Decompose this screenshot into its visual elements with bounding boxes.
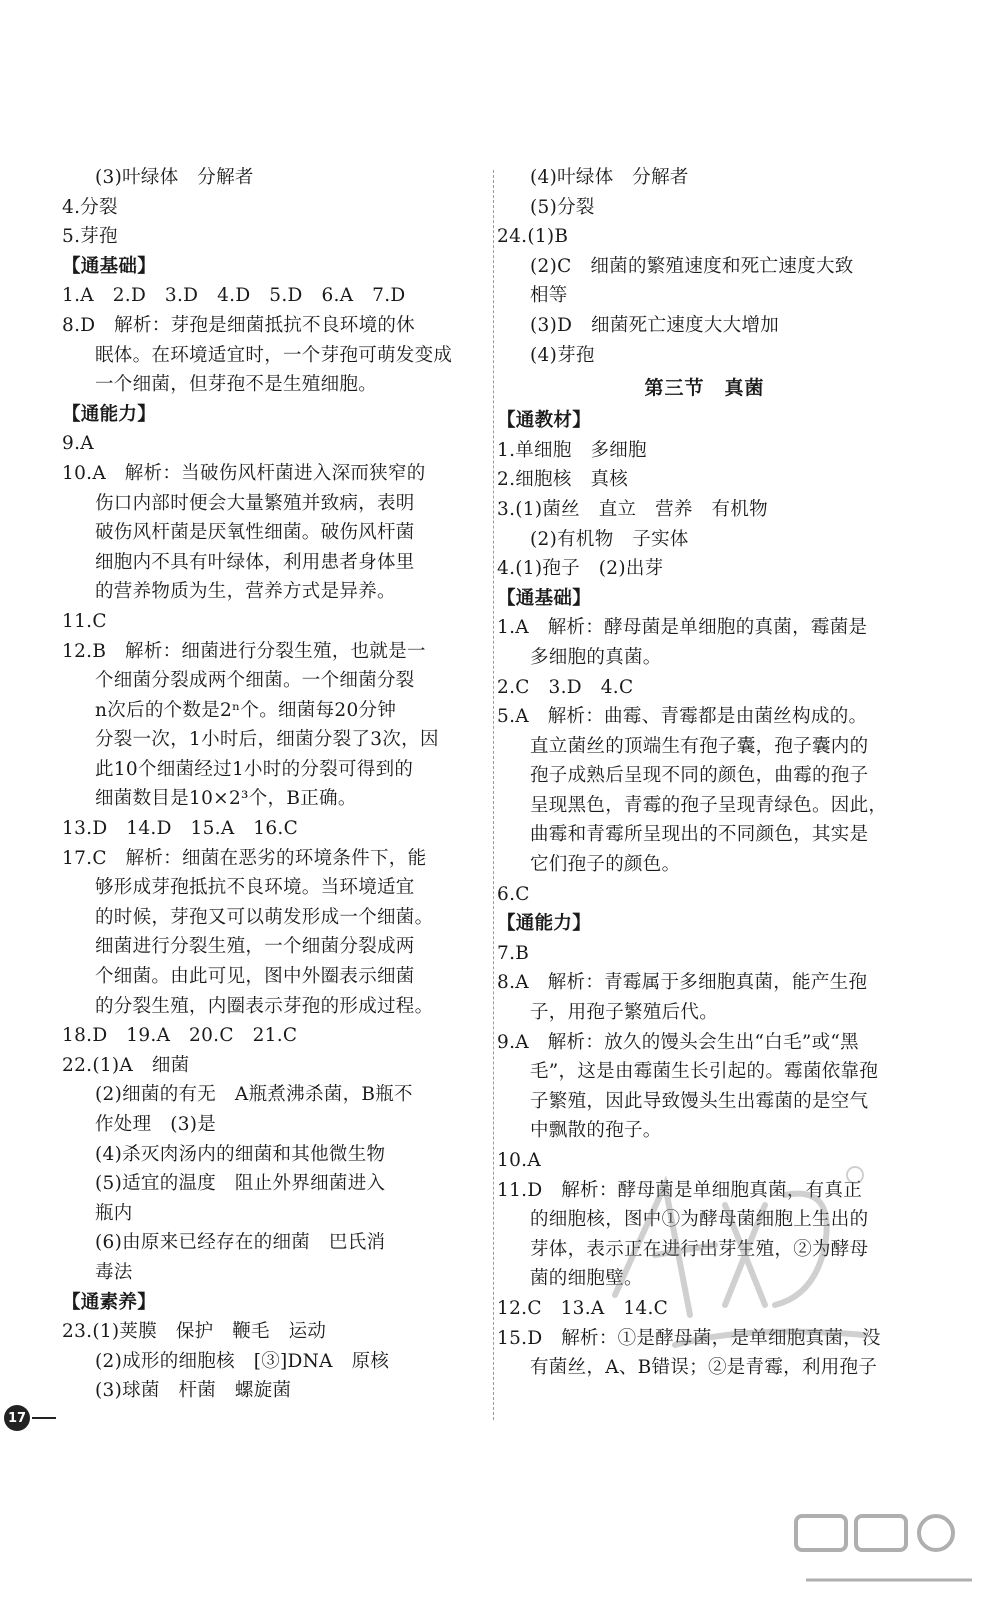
answer-line: 1.A 解析：酵母菌是单细胞的真菌，霉菌是 — [497, 617, 868, 639]
answer-line: 直立菌丝的顶端生有孢子囊，孢子囊内的 — [530, 735, 869, 757]
answer-line: 10.A — [497, 1150, 541, 1171]
answer-line: 15.D 解析：①是酵母菌，是单细胞真菌，没 — [497, 1327, 881, 1349]
answer-line: 4.分裂 — [62, 196, 118, 218]
page-number: 17 — [4, 1405, 30, 1431]
answer-line: (2)细菌的有无 A瓶煮沸杀菌，B瓶不 — [95, 1084, 413, 1106]
answer-line: (2)有机物 子实体 — [530, 528, 689, 550]
section-tag: 【通能力】 — [497, 913, 592, 935]
answer-line: 17.C 解析：细菌在恶劣的环境条件下，能 — [62, 847, 427, 869]
page-number-rule — [32, 1417, 56, 1419]
answer-line: 子，用孢子繁殖后代。 — [530, 1002, 719, 1024]
answer-line: 9.A 解析：放久的馒头会生出“白毛”或“黑 — [497, 1031, 859, 1053]
answer-line: 菌的细胞壁。 — [530, 1268, 643, 1290]
answer-line: (5)分裂 — [530, 196, 595, 218]
answer-line: 眠体。在环境适宜时，一个芽孢可萌发变成 — [95, 344, 453, 366]
answer-line: 伤口内部时便会大量繁殖并致病，表明 — [95, 492, 415, 514]
answer-line: (3)D 细菌死亡速度大大增加 — [530, 314, 780, 336]
answer-line: 破伤风杆菌是厌氧性细菌。破伤风杆菌 — [95, 522, 415, 544]
answer-line: 11.C — [62, 610, 107, 632]
answer-line: 10.A 解析：当破伤风杆菌进入深而狭窄的 — [62, 462, 426, 484]
answer-line: 2.C 3.D 4.C — [497, 676, 634, 698]
answer-line: (3)球菌 杆菌 螺旋菌 — [95, 1380, 292, 1402]
answer-line: (4)芽孢 — [530, 344, 595, 366]
answer-line: 毛”，这是由霉菌生长引起的。霉菌依靠孢 — [530, 1061, 879, 1083]
answer-line: 分裂一次，1小时后，细菌分裂了3次，因 — [95, 729, 439, 751]
answer-line: 相等 — [530, 285, 568, 307]
answer-line: 此10个细菌经过1小时的分裂可得到的 — [95, 758, 414, 780]
answer-line: 芽体，表示正在进行出芽生殖，②为酵母 — [530, 1238, 869, 1260]
answer-line: 12.C 13.A 14.C — [497, 1297, 669, 1319]
answer-line: 1.单细胞 多细胞 — [497, 439, 647, 461]
answer-line: 细胞内不具有叶绿体，利用患者身体里 — [95, 551, 415, 573]
answer-line: 9.A — [62, 433, 94, 455]
answer-line: 的分裂生殖，内圈表示芽孢的形成过程。 — [95, 995, 434, 1017]
answer-line: 4.(1)孢子 (2)出芽 — [497, 558, 664, 580]
answer-line: 的细胞核，图中①为酵母菌细胞上生出的 — [530, 1209, 869, 1231]
left-column — [62, 163, 482, 1406]
section-tag: 【通教材】 — [497, 410, 592, 432]
answer-line: 毒法 — [95, 1261, 133, 1283]
answer-line: (2)成形的细胞核 [③]DNA 原核 — [95, 1350, 390, 1372]
answer-line: 13.D 14.D 15.A 16.C — [62, 818, 299, 840]
section-tag: 【通基础】 — [62, 255, 157, 277]
answer-line: 5.A 解析：曲霉、青霉都是由菌丝构成的。 — [497, 706, 868, 728]
answer-line: 5.芽孢 — [62, 226, 118, 248]
column-divider — [493, 170, 494, 1420]
watermark-site-logo — [786, 1510, 986, 1588]
answer-line: 1.A 2.D 3.D 4.D 5.D 6.A 7.D — [62, 285, 406, 307]
answer-line: 呈现黑色，青霉的孢子呈现青绿色。因此， — [530, 794, 888, 816]
answer-line: 够形成芽孢抵抗不良环境。当环境适宜 — [95, 877, 415, 899]
answer-line: 多细胞的真菌。 — [530, 646, 662, 668]
answer-line: 孢子成熟后呈现不同的颜色，曲霉的孢子 — [530, 765, 869, 787]
answer-line: (4)杀灭肉汤内的细菌和其他微生物 — [95, 1143, 386, 1165]
answer-line: 8.D 解析：芽孢是细菌抵抗不良环境的休 — [62, 314, 415, 336]
section-tag: 【通基础】 — [497, 587, 592, 609]
answer-line: 中飘散的孢子。 — [530, 1120, 662, 1142]
answer-line: (5)适宜的温度 阻止外界细菌进入 — [95, 1173, 386, 1195]
answer-line: 8.A 解析：青霉属于多细胞真菌，能产生孢 — [497, 972, 868, 994]
section-tag: 【通能力】 — [62, 403, 157, 425]
answer-line: 细菌数目是10×2³个，B正确。 — [95, 788, 357, 810]
answer-line: 12.B 解析：细菌进行分裂生殖，也就是一 — [62, 640, 426, 662]
answer-line: 一个细菌，但芽孢不是生殖细胞。 — [95, 374, 378, 396]
answer-line: 7.B — [497, 942, 530, 964]
answer-line: (6)由原来已经存在的细菌 巴氏消 — [95, 1232, 386, 1254]
answer-line: 个细菌。由此可见，图中外圈表示细菌 — [95, 966, 415, 988]
answer-line: (2)C 细菌的繁殖速度和死亡速度大致 — [530, 255, 854, 277]
answer-line: (3)叶绿体 分解者 — [95, 167, 254, 188]
answer-line: 2.细胞核 真核 — [497, 469, 629, 491]
answer-line: 22.(1)A 细菌 — [62, 1054, 190, 1076]
answer-line: 6.C — [497, 883, 530, 905]
answer-line: 3.(1)菌丝 直立 营养 有机物 — [497, 498, 768, 520]
answer-line: 细菌进行分裂生殖，一个细菌分裂成两 — [95, 936, 415, 958]
answer-line: 的营养物质为生，营养方式是异养。 — [95, 581, 396, 603]
answer-line: 23.(1)荚膜 保护 鞭毛 运动 — [62, 1321, 327, 1343]
answer-line: 个细菌分裂成两个细菌。一个细菌分裂 — [95, 670, 415, 692]
right-column — [497, 163, 912, 1383]
answer-line: 24.(1)B — [497, 226, 569, 248]
answer-line: 曲霉和青霉所呈现出的不同颜色，其实是 — [530, 824, 869, 846]
answer-line: 子繁殖，因此导致馒头生出霉菌的是空气 — [530, 1090, 869, 1112]
answer-line: (4)叶绿体 分解者 — [530, 167, 689, 188]
answer-line: 瓶内 — [95, 1202, 133, 1224]
answer-line: 11.D 解析：酵母菌是单细胞真菌，有真正 — [497, 1179, 863, 1201]
answer-line: 18.D 19.A 20.C 21.C — [62, 1025, 298, 1047]
section-tag: 【通素养】 — [62, 1291, 157, 1313]
section-heading: 第三节 真菌 — [644, 377, 765, 400]
answer-line: 有菌丝，A、B错误；②是青霉，利用孢子 — [530, 1357, 878, 1379]
answer-line: 作处理 (3)是 — [95, 1114, 217, 1135]
answer-line: 它们孢子的颜色。 — [530, 854, 681, 876]
page-footer — [4, 1405, 56, 1431]
answer-line: n次后的个数是2ⁿ个。细菌每20分钟 — [95, 699, 397, 721]
answer-line: 的时候，芽孢又可以萌发形成一个细菌。 — [95, 906, 434, 928]
